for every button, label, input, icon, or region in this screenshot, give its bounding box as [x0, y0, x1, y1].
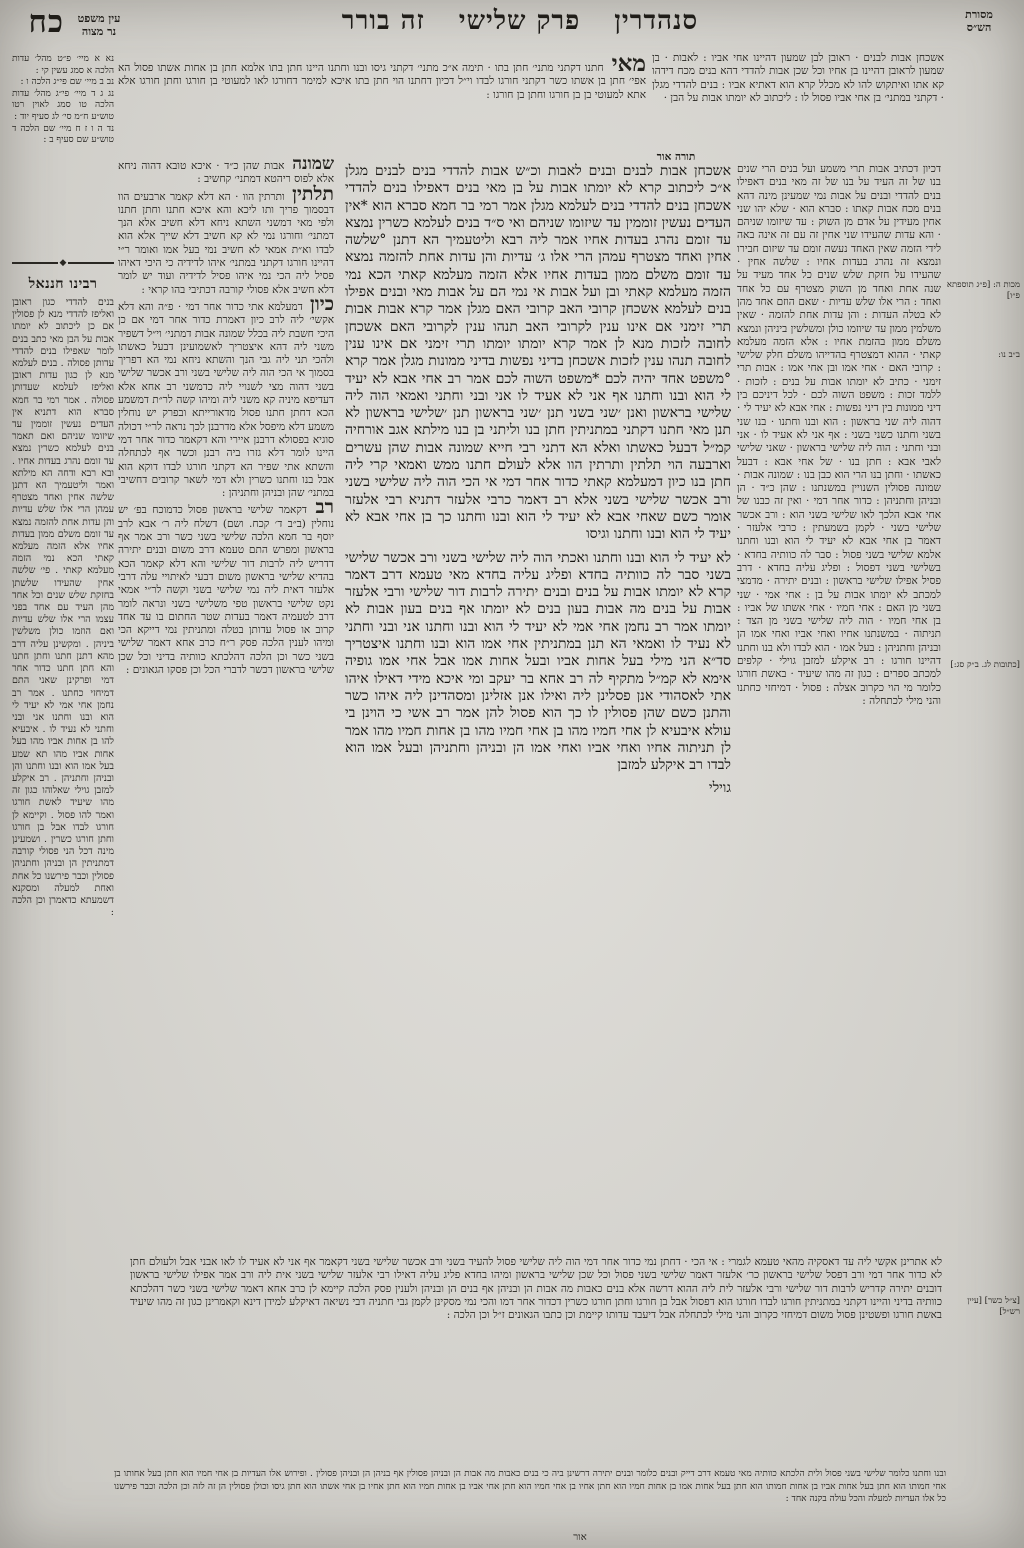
tosafot-dibur-word: שמונה — [292, 157, 334, 174]
masoret-note: מכות ה: [פ״ג תוספתא פ״ו] — [946, 280, 1020, 301]
masoret-note: [כתובות לג. ב״ק סג:] — [950, 660, 1020, 670]
masoret-hashas-title — [940, 8, 1018, 34]
perek-number: פרק שלישי — [458, 6, 581, 36]
rabbeinu-chananel-title: רבינו חננאל — [28, 276, 98, 292]
ein-mishpat-entry: נב ב מיי׳ שם פי״ג הלכה ו : — [20, 77, 114, 88]
rabbeinu-chananel-text: בנים להדדי כגון ראובן ואליפז להדדי מנא לן פסולין אם כן ליכתוב לא יומתו אבות על הבן מאי כתב בנים לומר שאפילו בנים להדדי עדותן פסולה . בנים לעלמא מנא לן כגון עדות ראובן ואליפז לעלמא שעדותן פסולה . אמר רמי בר חמא סברא הוא דתניא אין העדים נעשין זוממין עד שיזומו שניהם ואם תאמר בנים לעלמא כשרין נמצא עד זומם נהרג בעדות אחיו . ובא רבא ודחה הא מילתא ואמר וליטעמיך הא דתנן שלשה אחין ואחד מצטרף עמהן הרי אלו שלש עדיות והן עדות אחת להזמה נמצא עד זומם משלם ממון בעדות אחיו אלא הזמה מעלמא קאתי הכא נמי הזמה מעלמא קאתי . פי׳ שלשה אחין שהעידו שלשתן בחזקת שלש שנים וכל אחד מהן העיד עם אחד בפני עצמו הרי אלו שלש עדיות ואם הוזמו כולן משלשין ביניהן . ומקשינן עליה דרב מהא דתנן חתנו וחתן חתנו והא חתן חתנו כדור אחר דמי ופרקינן שאני התם דמיחזי כחתנו . אמר רב נחמן אחי אמי לא יעיד לי הוא ובנו וחתנו אני ובני וחתני לא נעיד לו . איבעיא להו בן אחות אביו מהו בעל אחות אביו מהו תא שמע בעל אמו הוא ובנו וחתנו והן ובניהן וחתניהן . רב איקלע למזבן גוילי שאלוהו כגון זה מהו שיעיד לאשת חורגו ואמר להו פסול . וקיימא לן חורגו לבדו אבל בן חורגו וחתן חורגו כשרין . ושמעינן מינה דכל הני פסולי קורבה דמתניתין הן ובניהן וחתניהן פסולין וכבר פירשנו כל אחת ואחת למעלה ומסקנא דשמעתא כדאמרן וכן הלכה : — [12, 297, 114, 919]
gemara-paragraph: לא יעיד לי הוא ובנו וחתנו ואכתי הוה ליה שלישי בשני ורב אכשר שלישי בשני סבר לה כוותיה בחדא ופליג עליה בחדא מאי טעמא דרב דאמר קרא לא יומתו אבות על בנים ובנים יתירה לרבות דור שלישי ורבי אלעזר אבות על בנים מה אבות בעון בנים לא יומתו אף בנים בעון אבות לא יומתו אמר רב נחמן אחי אמי לא יעיד לי הוא ובנו וחתנו אני ובני וחתני לא נעיד לו ואמאי הא תנן במתניתין אחי אמו הוא ובנו וחתנו איצטריך סד״א הני מילי בעל אחות אביו ובעל אחות אמו אבל אחי אמו גופיה אימא לא קמ״ל מתקיף לה רב אחא בר יעקב ומי איכא מידי דאילו איהו אתי לאסהודי אנן פסלינן ליה ואילו אנן אזלינן ומסהדינן ליה איהו כשר והתנן כשם שהן פסולין לו כך הוא פסול להן אמר רב אשי כי הוינן בי עולא איבעיא לן אחי חמיו מהו בן אחי חמיו מהו בן אחות חמיו מהו אמר לן תניתוה אחיו ואחי אביו ואחי אמו הן ובניהן וחתניהן ובעל אמו הוא לבדו רב איקלע למזבן — [345, 549, 731, 774]
tosafot-dibur-text: דקאמר שלישי בראשון פסול כדמוכח בפ׳ יש נוחלין (ב״ב ד׳ קכח. ושם) דשלח ליה ר׳ אבא לרב יוסף בר חמא הלכה שלישי בשני כשר ורב אמר אף בראשון ומפרש התם טעמא דרב משום ובנים יתירה דדריש ליה לרבות דור שלישי והא דלא קאמר הכא בהדיא שלישי בראשון משום דבעי לאיתויי עלה דרבי אלעזר דאית ליה נמי שלישי בשני וקשה לר״י אמאי נקט שלישי בראשון טפי משלישי בשני ונראה לומר דרב לטעמיה דאמר בעדות שטר החתום בו עד אחד קרוב או פסול עדותן בטלה ומתניתין נמי דייקא הכי ומיהו לענין הלכה פסק ר״ח כרב אחא דאמר שלישי בשני כשר וכן הלכה דהלכתא כוותיה בדיני וכל שכן שלישי בראשון דכשר לדברי הכל וכן פסקו הגאונים : — [118, 504, 334, 676]
page-header — [240, 6, 800, 36]
catchword: אור — [573, 1532, 587, 1543]
masoret-note: [צ״ל כשר] [עיין רש״ל] — [967, 1296, 1020, 1317]
ein-mishpat-entry: נא א מיי׳ פ״ט מהל׳ עדות הלכה א סמג עשין קי : — [12, 54, 114, 76]
tosafot-dibur-text: דמעלמא אתי כדור אחר דמי · פ״ה והא דלא אקשי׳ ליה לרב כיון דאמרת כדור אחר דמי אם כן היכי חשבת ליה בכלל שמונה אבות דמתני׳ וי״ל דשפיר משני ליה דהא איצטריך לאשמועינן דבעל כאשתו ולהכי תני ליה גבי הנך והשתא ניחא נמי הא דפריך בסמוך אי הכי הוה ליה שלישי בשני ורב אכשר שלישי בשני דהוה מצי לשנויי ליה כדמשני רב אחא אלא דעדיפא מיניה קא משני ליה ומיהו קשה לר״ת דמשמע הכא דחתן חתנו פסול מדאורייתא ובפרק יש נוחלין משמע דלא מיפסל אלא מדרבנן לכך נראה לר״י דכולה סוגיא בפסולא דרבנן איירי והא דקאמר כדור אחר דמי היינו לומר דלא גזרו ביה רבנן וכשר אף לכתחלה והשתא אתי שפיר הא דקתני חורגו לבדו דוקא הוא אבל בנו וחתנו כשרין ולא דמי לשאר קרובים דחשיבי במתני׳ שהן ובניהן וחתניהן : — [118, 300, 334, 500]
masoret-note: ב״ב נו: — [998, 350, 1020, 360]
tosafot-section — [118, 182, 334, 297]
ein-mishpat-entry: נד ה ו ז ח מיי׳ שם הלכה ד טוש״ע שם סעיף ב : — [12, 123, 114, 146]
daf-number: כח — [28, 4, 64, 40]
gemara-paragraph: אשכחן אבות לבנים ובנים לאבות וכ״ש אבות להדדי בנים לבנים מגלן א״כ ליכתוב קרא לא יומתו אבות על בן מאי בנים דאפילו בנים להדדי אשכחן בנים להדדי בנים לעלמא מגלן אמר רמי בר חמא סברא הוא *אין העדים נעשין זוממין עד שיזומו שניהם ואי ס״ד בנים לעלמא כשרין נמצא עד זומם נהרג בעדות אחיו אמר ליה רבא וליטעמיך הא דתנן °שלשה אחין ואחד מצטרף עמהן הרי אלו ג׳ עדיות והן עדות אחת להזמה נמצא עד זומם משלם ממון בעדות אחיו אלא הזמה מעלמא קאתי הכא נמי הזמה מעלמא קאתי ובן ועל אבות אי נמי הם על אבות מאי ובנים אפילו בנים לעלמא אשכחן קרובי האב קרובי האם מגלן אמר קרא אבות אבות תרי זימני אם אינו ענין לקרובי האב תנהו ענין לקרובי האם אשכחן לחובה לזכות מנא לן אמר קרא יומתו יומתו תרי זימני אם אינו ענין לחובה תנהו ענין לזכות אשכחן בדיני נפשות בדיני ממונות מגלן אמר קרא °משפט אחד יהיה לכם *משפט השוה לכם אמר רב אחי אבא לא יעיד לי הוא ובנו וחתנו אף אני לא אעיד לו אני ובני וחתני ואמאי הוה ליה שלישי בראשון ואנן ׳שני בשני תנן ׳שני בראשון תנן ׳שלישי בראשון לא תנן מאי חתנו דקתני במתניתין חתן בנו וליתני בן בנו מילתא אגב אורחיה קמ״ל דבעל כאשתו ואלא הא דתני רבי חייא שמונה אבות שהן עשרים וארבעה הוי תלתין ותרתין הוו אלא לעולם חתנו ממש ואמאי קרי ליה חתן בנו כיון דמעלמא קאתי כדור אחר דמי אי הכי הוה ליה שלישי בשני ורב אכשר שלישי בשני אלא רב דאמר כרבי אלעזר דתניא רבי אלעזר אומר כשם שאחי אבא לא יעיד לי הוא ובנו וחתנו כך בן אחי אבא לא יעיד לי הוא ובנו וחתנו וגיסו — [345, 163, 731, 543]
divider-ornament: ◆ — [12, 257, 114, 269]
ein-mishpat-title-line1: עין משפט — [77, 12, 121, 25]
ein-mishpat-title-line2: נר מצוה — [81, 25, 117, 38]
tosafot-dibur-text: ותרתין הוו · הא דלא קאמר ארבעים הוו דבסמוך פריך ותו ליכא והא איכא חתנו וחתן חתנו ולפי מאי דמשני השתא ניחא דלא חשיב אלא הנך דמתני׳ וחורגו נמי לא קא חשיב דלא שייך אלא הוא לבדו וא״ת אמאי לא חשיב נמי בעל אמו ואומר ר״י דהיינו חורגו דקתני במתני׳ איהו לדידיה כי היכי דאיהו פסיל ליה הכי נמי איהו פסיל לדידיה ועוד יש לומר דלא חשיב אלא פסולי קורבה דכתיבי בהו קראי : — [118, 190, 334, 296]
tosafot-opening-block — [118, 52, 646, 155]
gemara-last-word: גוילי — [708, 780, 731, 797]
gemara-column — [345, 163, 731, 1249]
tosafot-column — [118, 157, 334, 1245]
tosafot-dibur-word: רב — [315, 496, 334, 519]
tosafot-dibur-word: כיון — [310, 292, 334, 315]
masechet-name: סנהדרין — [614, 6, 699, 36]
torah-or-label: תורה אור — [656, 151, 696, 163]
rashi-bottom-block: לא אתרינן אקשי ליה עד דאסקיה מהאי טעמא לגמרי : אי הכי · דחתן נמי כדור אחר דמי הוה ליה שלישי פסול להעיד בשני ורב אכשר שלישי בשני דקאמר אף אני לא אעיד לו לאו אבני אבל ולעולם חתן לא כדור אחר דמי ורב דפסל שלישי בראשון כר׳ אלעזר דאמר שלישי בשני פסול וכל שכן שלישי בראשון ומיהו בחדא פליג עליה דאילו רבי אלעזר שלישי בשני אית ליה ורב אמר אפילו שלישי בראשון דובנים יתירה קדריש לרבות דור שלישי ורבי אלעזר לית ליה ההוא דרשה אלא בנים כאבות מה אבות הן ובניהן אף בנים הן ובניהן ולענין פסק הלכה קיימא לן כרב אחא דאמר שלישי בשני כשר דהלכתא כוותיה בדיני והיינו דקתני במתניתין חורגו לבדו חורגו הוא דפסול אבל בן חורגו וחתן חורגו כשרין דכדור אחר דמו והכי נמי מסקינן לקמן גבי חתניה דבי נשיאה דאיקלע למידן דינא וקאמרינן כגון זה מהו שיעיד באשת חורגו ופשטינן פסול משום דמיחזי כקרוב והני מילי לכתחלה אבל דיעבד עדותו קיימת וכן כתבו הגאונים ז״ל וכן הלכה : — [130, 1256, 942, 1322]
tosafot-opening-text: חתנו דקתני מתני׳ חתן בתו · תימה א״כ מתני׳ דקתני גיסו ובנו וחתנו היינו חתן בתו אלמא חתן בן אחות אשתו פסול הא אפי׳ חתן בן אשתו כשר דקתני חורגו לבדו וי״ל דכיון דחתנו הוי חתן בתו איכא למימר דחורגו לאו למעוטי בן חורגו וחתן חורגו אלא אתא למעוטי בן בן חורגו וחתן בן חורגו : — [118, 62, 646, 101]
ein-mishpat-title — [60, 12, 138, 38]
masoret-title-line1: מסורת — [965, 8, 993, 21]
rabbeinu-chananel-bottom: ובנו וחתנו כלומר שלישי בשני פסול ולית הלכתא כוותיה מאי טעמא דרב דייק ובנים כלומר ובנים יתירה דרשינן ביה כי בנים כאבות מה אבות הן ובניהן פסולין אף בניהן הן ובניהן פסולין . ופירוש אלו העדיות בן אחי חמיו הוא חתן בעל אחותו בן אחי חמותו הוא חתן בעל אחות אביו בן אחות חמותו הוא חתן בעל אחות אמו בן אחות חמיו הוא חתן אחיו בן אחי חמיו הוא חתן אחי אביו בן אחות חמיו הוא חתן אחיו בן אחי אשתו הוא חתן גיסו וכולן פסולין הן זה לזה וכן הלכה וכבר פירשנו כל אלו העדיות למעלה והכל עולה בקנה אחד : — [114, 1469, 946, 1505]
ein-mishpat-notes — [12, 54, 114, 252]
tosafot-section — [118, 292, 334, 500]
tosafot-dibur-text: אבות שהן כ״ד · איכא טובא דהוה ניחא אלא לפוס ריהטא דמתני׳ קחשיב : — [118, 160, 334, 186]
tosafot-opening-word: מאי — [611, 52, 646, 77]
tosafot-dibur-word: תלתין — [292, 182, 334, 205]
tosafot-section — [118, 496, 334, 677]
ein-mishpat-entry: נג ג ד מיי׳ פי״ג מהל׳ עדות הלכה טו סמג לאוין רטו טוש״ע ח״מ סי׳ לג סעיף יוד : — [12, 88, 114, 122]
masoret-title-line2: הש״ס — [966, 21, 992, 34]
rashi-column: דכיון דכתיב אבות תרי משמע ועל בנים הרי שנים בנו של זה העיד על בנו של זה מאי בנים דאפילו בנים להדדי ובנים על אבות נמי שמעינן מינה דהא בנים מכח אבות קאתו : סברא הוא · שלא יהו שני אחין מעידין על אדם מן השוק : עד שיזומו שניהם · והא עדות שהעידו שני אחין זה עם זה אינה באה לידי הזמה שאין האחד נעשה זומם עד שיזום חבירו ונמצא זה נהרג בעדות אחיו : שלשה אחין · שהעידו על חזקת שלש שנים כל אחד מעיד על שנה אחת ואחד מן השוק מצטרף עם כל אחד ואחד : הרי אלו שלש עדיות · שאם הוזם אחד מהן לא בטלה העדות : והן עדות אחת להזמה · שאין משלמין ממון עד שיוזמו כולן ומשלשין ביניהן ונמצא משלם ממון בהזמת אחיו : אלא הזמה מעלמא קאתי · ההוא דמצטרף בהדייהו משלם חלק שלישי : קרובי האם · אחי אמו ובן אחי אמו : אבות תרי זימני · כתיב לא יומתו אבות על בנים : לזכות · ללמד זכות : משפט השוה לכם · לכל דיניכם בין דיני ממונות בין דיני נפשות : אחי אבא לא יעיד לי · דהוה ליה שני בראשון : הוא ובנו וחתנו · בנו שני בשני וחתנו כשני בשני : אף אני לא אעיד לו · אני ובני וחתני : הוה ליה שלישי בראשון · שאני שלישי לאבי אבא : חתן בנו · של אחי אבא : דבעל כאשתו · וחתן בנו הרי הוא כבן בנו : שמונה אבות · שמונה פסולין השנויין במשנתנו : שהן כ״ד · הן ובניהן וחתניהן : כדור אחר דמי · ואין זה כבנו של אחי אבא הלכך לאו שלישי בשני הוא : ורב אכשר שלישי בשני · לקמן בשמעתין : כרבי אלעזר · דאמר בן אחי אבא לא יעיד לי הוא ובנו וחתנו אלמא שלישי בשני פסול : סבר לה כוותיה בחדא · בשלישי בשני דפסול : ופליג עליה בחדא · דרב פסיל אפילו שלישי בראשון : ובנים יתירה · מדמצי למכתב לא יומתו אבות על בן : אחי אמי · שני בשני מן האם : אחי חמיו · אחי אשתו של אביו : בן אחי חמיו · הוה ליה שלישי בשני מן הצד : תניתוה · במשנתנו אחיו ואחי אביו ואחי אמו הן ובניהן וחתניהן : בעל אמו · הוא לבדו ולא בנו וחתנו דהיינו חורגו : רב איקלע למזבן גוילי · קלפים למכתב ספרים : כגון זה מהו שיעיד · באשת חורגו כלומר מי הוי כקרוב אצלה : פסול · דמיחזי כחתנו והני מילי לכתחלה : — [737, 163, 941, 707]
rashi-opening-block: אשכחן אבות לבנים · ראובן לבן שמעון דהיינו אחי אביו : לאבות · בן שמעון לראובן דהיינו בן אחיו וכל שכן אבות להדדי דהא בנים מכח דידהו קא אתו ואיתקוש להו לא מכלל קרא הוא דאתיא אביו : בנים להדדי מגלן · דקתני במתני׳ בן אחי אביו פסול לו : ליכתוב לא יומתו אבות על הבן · — [652, 52, 944, 104]
perek-name: זה בורר — [341, 6, 425, 36]
